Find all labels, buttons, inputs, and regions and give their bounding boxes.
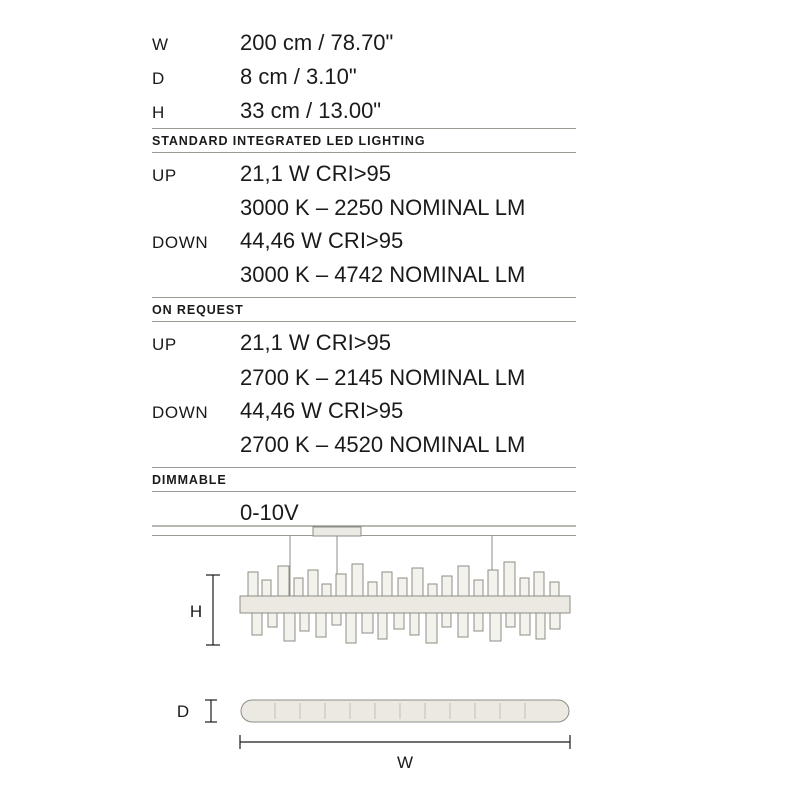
dimension-value-d: 8 cm / 3.10": [240, 64, 357, 90]
dimmable-value: 0-10V: [240, 499, 299, 525]
led-label-down-standard: DOWN: [152, 233, 209, 253]
section-heading-request: ON REQUEST: [152, 303, 244, 318]
dimension-row-d: [152, 60, 576, 94]
led-subline-down-request: [240, 428, 576, 461]
specification-table: [152, 26, 576, 536]
led-label-up-standard: UP: [152, 166, 177, 186]
led-row-down-request: [152, 394, 576, 428]
dimension-value-h: 33 cm / 13.00": [240, 98, 382, 124]
led-kelvin-down-request: 2700 K – 4520: [240, 431, 384, 457]
drawing-width-label: W: [396, 753, 414, 772]
section-heading-standard: STANDARD INTEGRATED LED LIGHTING: [152, 134, 426, 149]
dimension-row-w: [152, 26, 576, 60]
led-kelvin-down-standard: 3000 K – 4742: [240, 262, 384, 288]
drawing-height-label: H: [189, 602, 203, 621]
led-row-up-request: [152, 326, 576, 360]
section-standard-body: [152, 153, 576, 297]
led-subline-up-request: [240, 361, 576, 394]
led-label-up-request: UP: [152, 335, 177, 355]
led-kelvin-up-standard: 3000 K – 2250: [240, 195, 384, 221]
section-request-body: [152, 322, 576, 466]
drawing-depth-label: D: [176, 702, 190, 721]
section-heading-dimmable: DIMMABLE: [152, 472, 227, 487]
led-value-up-standard: 21,1 W CRI>95: [240, 161, 392, 187]
dimension-value-w: 200 cm / 78.70": [240, 30, 394, 55]
led-subline-down-standard: [240, 258, 576, 291]
led-kelvin-up-request: 2700 K – 2145: [240, 364, 384, 390]
led-subline-up-standard: [240, 191, 576, 224]
led-value-down-request: 44,46 W CRI>95: [240, 397, 404, 423]
led-nominal-down-request: NOMINAL LM: [389, 431, 526, 457]
led-nominal-down-standard: NOMINAL LM: [389, 262, 526, 288]
led-label-down-request: DOWN: [152, 402, 209, 422]
dimension-row-h: [152, 94, 576, 128]
led-nominal-up-standard: NOMINAL LM: [389, 195, 526, 221]
led-value-up-request: 21,1 W CRI>95: [240, 330, 392, 356]
led-row-up-standard: [152, 157, 576, 191]
dimension-label-h: H: [152, 103, 165, 123]
led-nominal-up-request: NOMINAL LM: [389, 364, 526, 390]
led-value-down-standard: 44,46 W CRI>95: [240, 228, 404, 254]
divider-7: [152, 535, 576, 536]
dimension-label-w: W: [152, 35, 169, 54]
led-row-down-standard: [152, 224, 576, 258]
dimension-label-d: D: [152, 69, 165, 89]
